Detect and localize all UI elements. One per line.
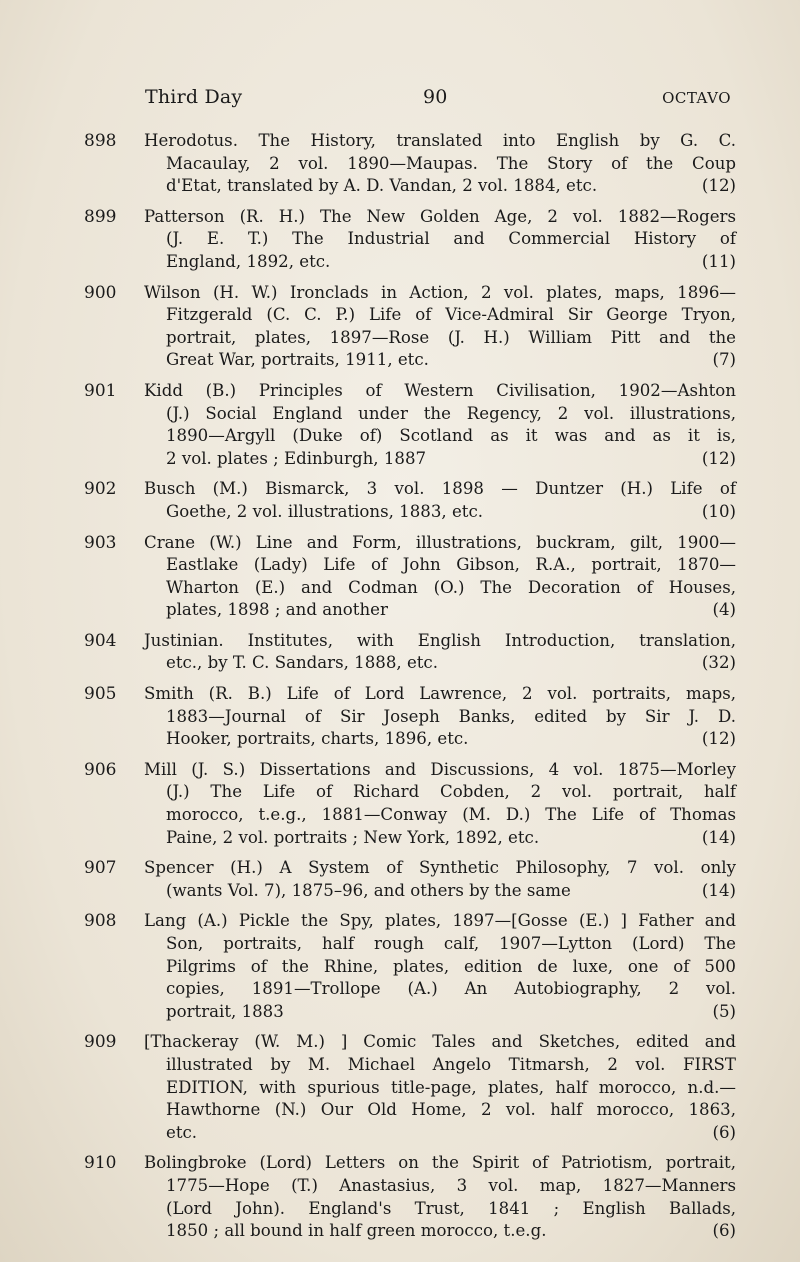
description-text: Lang (A.) Pickle the Spy, plates, 1897—[Gosse (E.) ] Father and: [144, 911, 736, 931]
lot-description-line: [144, 327, 736, 350]
lot-number: 904: [84, 630, 117, 651]
lot-description-line: [144, 1099, 736, 1122]
page-header: [145, 86, 731, 116]
lot-entry: [84, 380, 736, 470]
lot-description: [144, 683, 736, 751]
description-text: Wharton (E.) and Codman (O.) The Decoration of Houses,: [166, 577, 736, 597]
lot-quantity: (12): [701, 176, 736, 196]
description-text: Goethe, 2 vol. illustrations, 1883, etc.: [166, 501, 484, 521]
lot-description-line: [144, 478, 736, 501]
lot-description-line: [144, 1001, 736, 1024]
lot-quantity: (14): [701, 880, 736, 900]
description-text: 1890—Argyll (Duke of) Scotland as it was and as it is,: [166, 426, 736, 446]
lot-description: [144, 857, 736, 902]
lot-description: [144, 759, 736, 849]
lot-description-line: [144, 282, 736, 305]
lot-number: 909: [84, 1032, 117, 1053]
lot-description-line: [144, 599, 736, 622]
lot-description-line: [144, 1122, 736, 1145]
lot-description-line: [144, 827, 736, 850]
description-text: 1775—Hope (T.) Anastasius, 3 vol. map, 1827—Manners: [166, 1175, 736, 1195]
description-text: Hooker, portraits, charts, 1896, etc.: [166, 729, 469, 749]
description-text: Spencer (H.) A System of Synthetic Philosophy, 7 vol. only: [144, 858, 736, 878]
description-text: Wilson (H. W.) Ironclads in Action, 2 vol. plates, maps, 1896—: [144, 282, 736, 302]
lot-description-line: [144, 1175, 736, 1198]
lot-number: 898: [84, 131, 117, 151]
lot-description-line: [144, 228, 736, 251]
description-text: Bolingbroke (Lord) Letters on the Spirit of Patriotism, portrait,: [144, 1153, 736, 1173]
description-text: 2 vol. plates ; Edinburgh, 1887: [166, 448, 427, 468]
page-number: 90: [423, 86, 448, 108]
lot-description: [144, 206, 736, 274]
lot-list: [84, 130, 736, 1251]
lot-description-line: [144, 380, 736, 403]
day-label: Third Day: [145, 86, 243, 108]
lot-description: [144, 130, 736, 198]
lot-description-line: [144, 978, 736, 1001]
lot-quantity: (12): [701, 729, 736, 749]
lot-description-line: [144, 130, 736, 153]
lot-description: [144, 532, 736, 622]
lot-description-line: [144, 175, 736, 198]
lot-quantity: (12): [701, 448, 736, 468]
description-text: Crane (W.) Line and Form, illustrations, buckram, gilt, 1900—: [144, 532, 736, 552]
description-text: [Thackeray (W. M.) ] Comic Tales and Sketches, edited and: [144, 1032, 736, 1052]
lot-description-line: [144, 910, 736, 933]
lot-description-line: [144, 880, 736, 903]
lot-description-line: [144, 304, 736, 327]
lot-number: 905: [84, 684, 117, 705]
description-text: Busch (M.) Bismarck, 3 vol. 1898 — Duntzer (H.) Life of: [144, 479, 736, 499]
lot-description: [144, 630, 736, 675]
lot-description-line: [144, 532, 736, 555]
description-text: etc.: [166, 1122, 198, 1142]
lot-entry: [84, 857, 736, 902]
description-text: England, 1892, etc.: [166, 251, 331, 271]
lot-description-line: [144, 706, 736, 729]
lot-quantity: (7): [712, 350, 736, 370]
description-text: Patterson (R. H.) The New Golden Age, 2 vol. 1882—Rogers: [144, 206, 736, 226]
lot-entry: [84, 683, 736, 751]
lot-description-line: [144, 1077, 736, 1100]
lot-number: 902: [84, 479, 117, 500]
description-text: Macaulay, 2 vol. 1890—Maupas. The Story of the Coup: [166, 153, 736, 173]
description-text: (J.) Social England under the Regency, 2 vol. illustrations,: [166, 403, 736, 423]
lot-description-line: [144, 554, 736, 577]
lot-quantity: (11): [701, 251, 736, 271]
description-text: (Lord John). England's Trust, 1841 ; English Ballads,: [166, 1198, 736, 1218]
description-text: Kidd (B.) Principles of Western Civilisation, 1902—Ashton: [144, 380, 736, 400]
lot-description-line: [144, 759, 736, 782]
description-text: 1850 ; all bound in half green morocco, t.e.g.: [166, 1221, 547, 1241]
lot-quantity: (10): [701, 501, 736, 521]
description-text: d'Etat, translated by A. D. Vandan, 2 vol. 1884, etc.: [166, 176, 598, 196]
lot-description-line: [144, 206, 736, 229]
lot-description-line: [144, 956, 736, 979]
lot-description-line: [144, 251, 736, 274]
description-text: copies, 1891—Trollope (A.) An Autobiography, 2 vol.: [166, 979, 736, 999]
lot-entry: [84, 1031, 736, 1144]
lot-entry: [84, 759, 736, 849]
lot-number: 908: [84, 911, 117, 932]
description-text: (J. E. T.) The Industrial and Commercial History of: [166, 229, 736, 249]
lot-quantity: (6): [712, 1221, 736, 1241]
lot-description-line: [144, 683, 736, 706]
description-text: Justinian. Institutes, with English Introduction, translation,: [144, 630, 736, 650]
description-text: Pilgrims of the Rhine, plates, edition de luxe, one of 500: [166, 956, 736, 976]
lot-description: [144, 380, 736, 470]
description-text: Great War, portraits, 1911, etc.: [166, 350, 429, 370]
lot-description: [144, 1152, 736, 1242]
description-text: Eastlake (Lady) Life of John Gibson, R.A., portrait, 1870—: [166, 555, 736, 575]
lot-description-line: [144, 857, 736, 880]
lot-description-line: [144, 153, 736, 176]
description-text: Mill (J. S.) Dissertations and Discussions, 4 vol. 1875—Morley: [144, 759, 736, 779]
lot-description-line: [144, 652, 736, 675]
description-text: Son, portraits, half rough calf, 1907—Lytton (Lord) The: [166, 934, 736, 953]
lot-description-line: [144, 1198, 736, 1221]
lot-description-line: [144, 1152, 736, 1175]
lot-number: 899: [84, 206, 117, 227]
lot-quantity: (4): [712, 600, 736, 620]
description-text: portrait, 1883: [166, 1001, 284, 1021]
description-text: Paine, 2 vol. portraits ; New York, 1892, etc.: [166, 827, 540, 847]
lot-number: 900: [84, 282, 117, 303]
lot-description-line: [144, 425, 736, 448]
lot-number: 907: [84, 858, 117, 879]
description-text: EDITION, with spurious title-page, plates, half morocco, n.d.—: [166, 1077, 736, 1097]
lot-description: [144, 1031, 736, 1144]
lot-number: 910: [84, 1153, 117, 1174]
lot-description-line: [144, 403, 736, 426]
lot-description: [144, 478, 736, 523]
lot-quantity: (14): [701, 827, 736, 847]
lot-entry: [84, 910, 736, 1023]
lot-number: 901: [84, 380, 117, 401]
description-text: Fitzgerald (C. C. P.) Life of Vice-Admiral Sir George Tryon,: [166, 305, 736, 325]
description-text: morocco, t.e.g., 1881—Conway (M. D.) The Life of Thomas: [166, 805, 736, 825]
lot-description-line: [144, 933, 736, 956]
lot-entry: [84, 1152, 736, 1242]
lot-description-line: [144, 781, 736, 804]
description-text: (J.) The Life of Richard Cobden, 2 vol. portrait, half: [166, 782, 736, 802]
lot-description: [144, 910, 736, 1023]
lot-entry: [84, 130, 736, 198]
lot-description-line: [144, 577, 736, 600]
lot-description-line: [144, 1220, 736, 1243]
lot-entry: [84, 532, 736, 622]
description-text: etc., by T. C. Sandars, 1888, etc.: [166, 653, 439, 673]
description-text: portrait, plates, 1897—Rose (J. H.) William Pitt and the: [166, 327, 736, 347]
lot-quantity: (6): [712, 1122, 736, 1142]
lot-description-line: [144, 1031, 736, 1054]
description-text: (wants Vol. 7), 1875–96, and others by the same: [166, 880, 571, 900]
description-text: Smith (R. B.) Life of Lord Lawrence, 2 vol. portraits, maps,: [144, 684, 736, 704]
lot-entry: [84, 478, 736, 523]
lot-number: 903: [84, 532, 117, 553]
lot-description-line: [144, 728, 736, 751]
lot-entry: [84, 282, 736, 372]
lot-description-line: [144, 501, 736, 524]
description-text: 1883—Journal of Sir Joseph Banks, edited by Sir J. D.: [166, 706, 736, 726]
lot-description-line: [144, 630, 736, 653]
lot-description-line: [144, 349, 736, 372]
description-text: plates, 1898 ; and another: [166, 600, 388, 620]
format-label: OCTAVO: [662, 89, 731, 107]
lot-description-line: [144, 804, 736, 827]
description-text: Hawthorne (N.) Our Old Home, 2 vol. half morocco, 1863,: [166, 1100, 736, 1120]
lot-description-line: [144, 1054, 736, 1077]
lot-entry: [84, 630, 736, 675]
lot-description-line: [144, 448, 736, 471]
lot-quantity: (5): [712, 1001, 736, 1021]
lot-quantity: (32): [701, 653, 736, 673]
lot-description: [144, 282, 736, 372]
description-text: illustrated by M. Michael Angelo Titmarsh, 2 vol. FIRST: [166, 1054, 736, 1074]
lot-number: 906: [84, 759, 117, 780]
lot-entry: [84, 206, 736, 274]
description-text: Herodotus. The History, translated into English by G. C.: [144, 131, 736, 150]
